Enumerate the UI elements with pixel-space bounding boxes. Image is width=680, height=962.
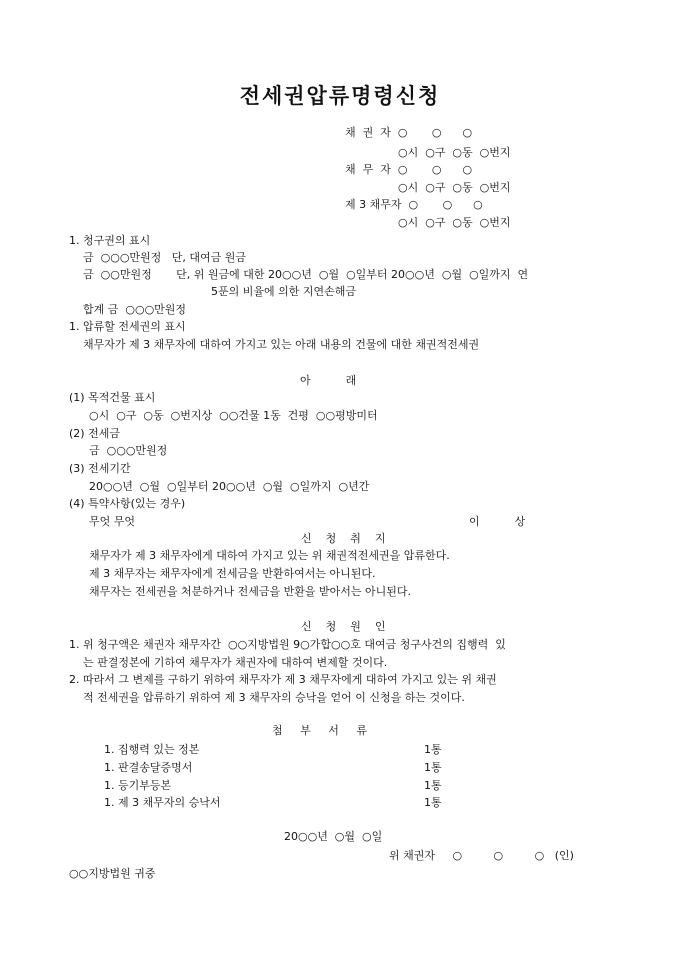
creditor-address: ○시 ○구 ○동 ○번지 [398,146,511,159]
reason-p1-line-2: 는 판결정본에 기하여 채무자가 채권자에 대하여 변제할 것이다. [83,656,388,669]
item3-heading: (3) 전세기간 [69,462,131,475]
item2-text: 금 ○○○만원정 [89,444,168,457]
court-addressee: ○○지방법원 귀중 [69,867,156,880]
purpose-line-1: 채무자가 제 3 채무자에게 대하여 가지고 있는 위 채권적전세권을 압류한다. [89,549,450,562]
attachment-name: 1. 판결송달증명서 [104,761,193,774]
signer-line: 위 채권자 ○ ○ ○ (인) [389,849,574,862]
reason-heading: 신 청 원 인 [301,620,386,633]
debtor-line: 채 무 자 ○ ○ ○ [345,163,473,176]
attachment-count: 1통 [424,779,442,792]
third-debtor-line: 제 3 채무자 ○ ○ ○ [345,198,483,211]
claim-total: 합계 금 ○○○만원정 [83,303,187,316]
reason-p1-line-1: 1. 위 청구액은 채권자 채무자간 ○○지방법원 9○가합○○호 대여금 청구사건의 집행력 있 [69,638,506,651]
attachment-count: 1통 [424,761,442,774]
item1-text: ○시 ○구 ○동 ○번지상 ○○건물 1동 건평 ○○평방미터 [89,409,378,422]
third-debtor-address: ○시 ○구 ○동 ○번지 [398,216,511,229]
item2-heading: (2) 전세금 [69,427,120,440]
purpose-line-3: 채무자는 전세권을 처분하거나 전세금을 반환을 받아서는 아니된다. [89,585,412,598]
purpose-heading: 신 청 취 지 [301,532,386,545]
attachment-name: 1. 제 3 채무자의 승낙서 [104,796,221,809]
debtor-address: ○시 ○구 ○동 ○번지 [398,181,511,194]
item1-heading: (1) 목적건물 표시 [69,391,156,404]
below-heading: 아 래 [300,374,357,387]
claim-line-3: 5푼의 비율에 의한 지연손해금 [211,285,356,298]
lease-right-description: 채무자가 제 3 채무자에 대하여 가지고 있는 아래 내용의 건물에 대한 채권적전세권 [83,338,480,351]
creditor-line: 채 권 자 ○ ○ ○ [345,126,473,139]
reason-p2-line-1: 2. 따라서 그 변제를 구하기 위하여 채무자가 제 3 채무자에게 대하여 가지고 있는 위 채권 [69,673,497,686]
claim-line-2: 금 ○○만원정 단, 위 원금에 대한 20○○년 ○월 ○일부터 20○○년 ○월 ○일까지 연 [83,268,529,281]
claim-line-1: 금 ○○○만원정 단, 대여금 원금 [83,251,247,264]
claim-heading: 1. 청구권의 표시 [69,234,151,247]
purpose-line-2: 제 3 채무자는 채무자에게 전세금을 반환하여서는 아니된다. [89,567,376,580]
item3-text: 20○○년 ○월 ○일부터 20○○년 ○월 ○일까지 ○년간 [89,480,370,493]
end-mark: 이 상 [469,515,526,528]
attachment-name: 1. 등기부등본 [104,779,172,792]
item4-heading: (4) 특약사항(있는 경우) [69,497,186,510]
reason-p2-line-2: 적 전세권을 압류하기 위하여 제 3 채무자의 승낙을 얻어 이 신청을 하는 것이다. [83,691,465,704]
application-date: 20○○년 ○월 ○일 [284,830,383,843]
attachment-count: 1통 [424,796,442,809]
lease-right-heading: 1. 압류할 전세권의 표시 [69,320,186,333]
item4-text: 무엇 무엇 [89,515,136,528]
attachments-heading: 첨 부 서 류 [272,724,367,737]
document-title: 전세권압류명령신청 [239,83,441,108]
attachment-name: 1. 집행력 있는 정본 [104,743,200,756]
attachment-count: 1통 [424,743,442,756]
